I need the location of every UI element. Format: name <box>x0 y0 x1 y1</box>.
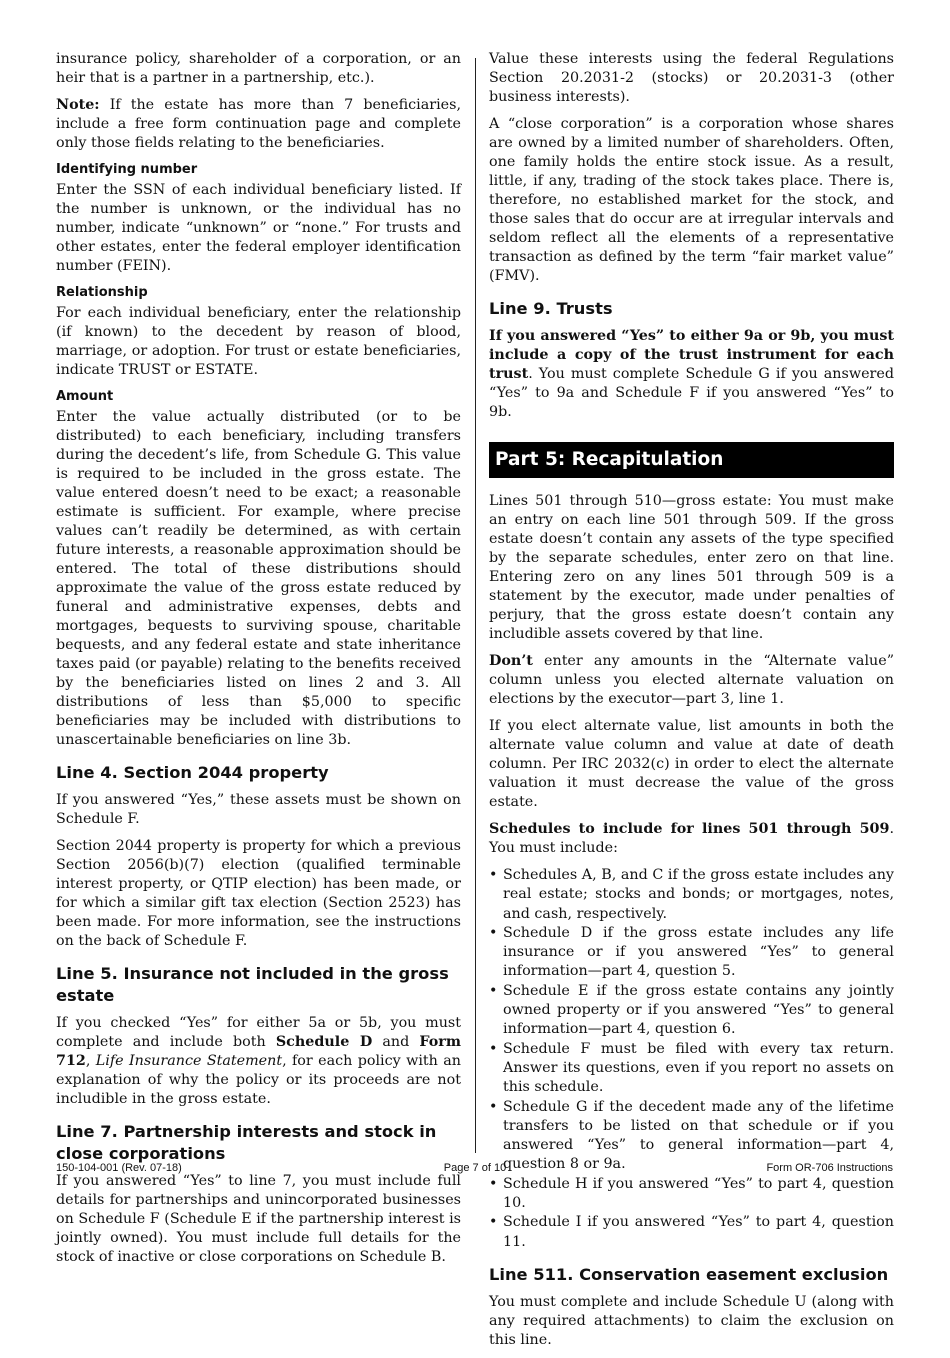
identifying-number-heading: Identifying number <box>56 162 198 177</box>
footer-form-title: Form OR-706 Instructions <box>766 1162 893 1174</box>
line9-heading: Line 9. Trusts <box>489 299 613 318</box>
amount-heading: Amount <box>56 389 114 404</box>
list-item: • Schedule G if the decedent made any of the lifetime transfers to be listed on that schedule or if you answered “Yes” to general information—part 4, question 8 or 9a. <box>489 1098 894 1175</box>
relationship-heading: Relationship <box>56 285 148 300</box>
note-label: Note: <box>56 97 100 113</box>
line5-text-g: , for each policy with an explanation of why the policy or its proceeds are not includible in the gross estate. <box>56 1053 461 1107</box>
line9-bold-text: If you answered “Yes” to either 9a or 9b, you must include a copy of the trust instrument for each trust <box>489 328 894 382</box>
schedule-d-label: Schedule D <box>275 1034 373 1050</box>
amount-text: Enter the value actually distributed (or to be distributed) to each beneficiary, including transfers during the decedent’s life, from Schedule G. This value is required to be included in the gross estate. The value entered doesn’t need to be exact; a reasonable estimate is sufficient. For example, where precise values can’t readily be determined, as with certain future interests, a reasonable approximation should be entered. The total of these distributions should approximate the value of the gross estate reduced by funeral and administrative expenses, debts and mortgages, bequests to surviving spouse, charitable bequests, and any federal estate and state inheritance taxes paid (or payable) relating to the benefits received by the beneficiaries listed on lines 2 and 3. All distributions of less than $5,000 to specific beneficiaries may be included with distributions to unascertainable beneficiaries on line 3b. <box>56 409 461 748</box>
line5-heading: Line 5. Insurance not included in the gross estate <box>56 964 449 1005</box>
footer-form-number: 150-104-001 (Rev. 07-18) <box>56 1162 182 1174</box>
line511-heading: Line 511. Conservation easement exclusion <box>489 1264 889 1284</box>
line511-paragraph: You must complete and include Schedule U (along with any required attachments) to claim the exclusion on this line. <box>489 1293 894 1348</box>
intro-paragraph: insurance policy, shareholder of a corporation, or an heir that is a partner in a partnership, etc.). <box>56 51 461 86</box>
value-paragraph: Value these interests using the federal Regulations Section 20.2031-2 (stocks) or 20.2031-3 (other business interests). <box>489 51 894 105</box>
dont-label: Don’t <box>489 653 533 669</box>
list-item: • Schedule E if the gross estate contains any jointly owned property or if you answered “Yes” to general information—part 4, question 6. <box>489 982 894 1040</box>
line9-text: . You must complete Schedule G if you answered “Yes” to 9a and Schedule F if you answered “Yes” to 9b. <box>489 366 894 420</box>
left-column <box>56 50 461 1275</box>
identifying-number-text: Enter the SSN of each individual beneficiary listed. If the number is unknown, or the individual has no number, indicate “unknown” or “none.” For trusts and other estates, enter the federal employer identification number (FEIN). <box>56 182 461 274</box>
note-paragraph <box>56 96 461 153</box>
dont-paragraph <box>489 652 894 709</box>
schedule-list <box>489 866 894 1252</box>
column-divider <box>475 58 476 1153</box>
line7-heading: Line 7. Partnership interests and stock in close corporations <box>56 1122 437 1163</box>
list-item: • Schedule D if the gross estate includes any life insurance or if you answered “Yes” to general information—part 4, question 5. <box>489 924 894 982</box>
list-item: • Schedule I if you answered “Yes” to part 4, question 11. <box>489 1213 894 1252</box>
part5-heading: Part 5: Recapitulation <box>489 442 894 478</box>
line9-paragraph <box>489 327 894 422</box>
line7-paragraph: If you answered “Yes” to line 7, you must include full details for partnerships and unincorporated businesses on Schedule F (Schedule E if the partnership interest is jointly owned). You must include full details for the stock of inactive or close corporations on Schedule B. <box>56 1173 461 1265</box>
recap-paragraph-1: Lines 501 through 510—gross estate: You must make an entry on each line 501 through 509. If the gross estate doesn’t contain any assets of the type specified by the separate schedules, enter zero on that line. Entering zero on any lines 501 through 509 is a statement by the executor, made under penalties of perjury, that the gross estate doesn’t contain any includible assets covered by that line. <box>489 493 894 642</box>
line5-text-c: and <box>372 1034 420 1050</box>
note-text: If the estate has more than 7 beneficiaries, include a free form continuation page and complete only those fields relating to the beneficiaries. <box>56 97 461 151</box>
schedules-paragraph <box>489 820 894 858</box>
line5-text-a: If you checked “Yes” for either 5a or 5b, you must complete and include both <box>56 1015 461 1050</box>
footer-page-number: Page 7 of 10 <box>443 1162 507 1174</box>
line5-paragraph <box>56 1014 461 1109</box>
line4-paragraph-1: If you answered “Yes,” these assets must be shown on Schedule F. <box>56 792 461 827</box>
alternate-value-paragraph: If you elect alternate value, list amounts in both the alternate value column and value at date of death column. Per IRC 2032(c) in order to elect the alternate valuation it must decrease the value of the gross estate. <box>489 718 894 810</box>
dont-text: enter any amounts in the “Alternate value” column unless you elected alternate valuation on elections by the executor—part 3, line 1. <box>489 653 894 707</box>
list-item: • Schedules A, B, and C if the gross estate includes any real estate; stocks and bonds; or mortgages, notes, and cash, respectively. <box>489 866 894 924</box>
list-item: • Schedule F must be filed with every tax return. Answer its questions, even if you report no assets on this schedule. <box>489 1040 894 1098</box>
relationship-text: For each individual beneficiary, enter the relationship (if known) to the decedent by reason of blood, marriage, or adoption. For trust or estate beneficiaries, indicate TRUST or ESTATE. <box>56 305 461 378</box>
schedules-text: . You must include: <box>489 821 894 856</box>
list-item: • Schedule H if you answered “Yes” to part 4, question 10. <box>489 1175 894 1214</box>
close-corporation-paragraph: A “close corporation” is a corporation whose shares are owned by a limited number of shareholders. Often, one family holds the entire stock issue. As a result, little, if any, trading of the stock takes place. There is, therefore, no established market for the stock, and those sales that do occur are at irregular intervals and seldom reflect all the elements of a representative transaction as defined by the term “fair market value” (FMV). <box>489 116 894 284</box>
line4-heading: Line 4. Section 2044 property <box>56 763 329 782</box>
line5-text-e: , <box>85 1053 96 1069</box>
line4-paragraph-2: Section 2044 property is property for which a previous Section 2056(b)(7) election (qualified terminable interest property, or QTIP election) has been made, or for which a similar gift tax election (Section 2523) has been made. For more information, see the instructions on the back of Schedule F. <box>56 838 461 949</box>
schedules-bold-text: Schedules to include for lines 501 through 509 <box>489 821 890 837</box>
life-insurance-statement-label: Life Insurance Statement <box>95 1053 283 1069</box>
form-712-label: Form 712 <box>56 1034 461 1069</box>
